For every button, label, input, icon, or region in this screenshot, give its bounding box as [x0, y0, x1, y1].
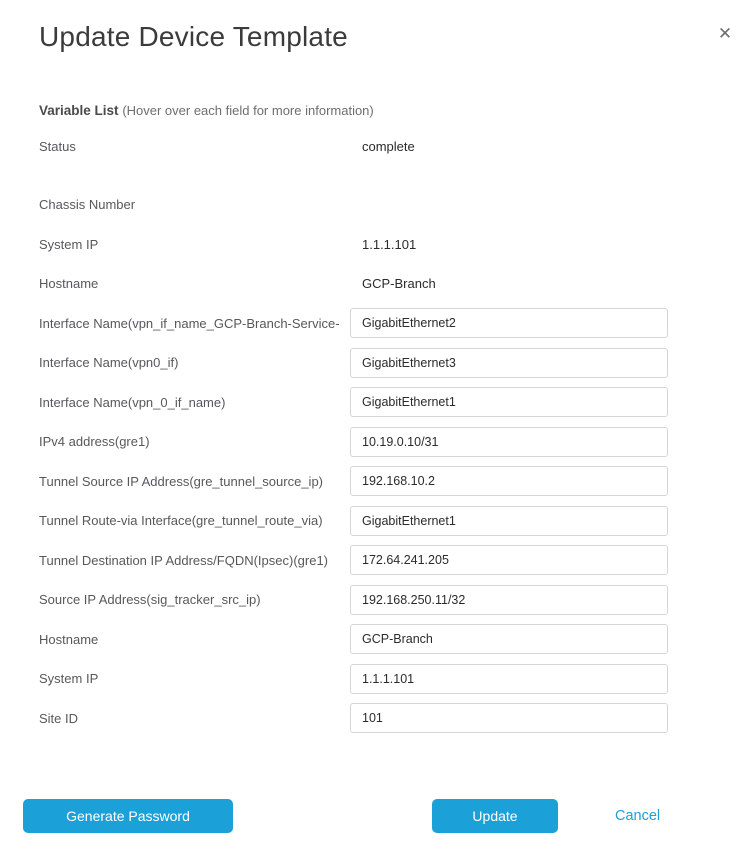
footer-actions: [0, 799, 752, 833]
field-input[interactable]: [350, 466, 668, 496]
update-device-template-modal: [0, 20, 752, 865]
variable-list-heading: Variable List: [39, 103, 119, 118]
cancel-button[interactable]: Cancel: [615, 808, 661, 824]
field-value: GCP-Branch: [362, 276, 436, 292]
static-field-row: [39, 127, 668, 167]
field-input[interactable]: [350, 624, 668, 654]
static-field-row: [39, 264, 668, 304]
input-field-row: [39, 541, 668, 581]
static-field-row: [39, 185, 668, 225]
input-field-row: [39, 699, 668, 739]
field-input[interactable]: [350, 506, 668, 536]
field-input[interactable]: [350, 387, 668, 417]
input-field-row: [39, 462, 668, 502]
field-input[interactable]: [350, 585, 668, 615]
field-label: Tunnel Source IP Address(gre_tunnel_source_ip): [39, 473, 324, 489]
input-field-row: [39, 304, 668, 344]
update-button[interactable]: Update: [432, 799, 558, 833]
field-input[interactable]: [350, 664, 668, 694]
input-field-row: [39, 343, 668, 383]
field-input[interactable]: [350, 545, 668, 575]
static-field-row: [39, 225, 668, 265]
variable-list-rows: [39, 127, 668, 738]
field-label: Status: [39, 139, 76, 155]
field-label: Hostname: [39, 276, 99, 292]
field-label: Hostname: [39, 631, 99, 647]
input-field-row: [39, 659, 668, 699]
field-input[interactable]: [350, 427, 668, 457]
field-label: System IP: [39, 671, 99, 687]
field-label: Tunnel Route-via Interface(gre_tunnel_route_via): [39, 513, 323, 529]
field-value: complete: [362, 139, 415, 155]
field-label: Tunnel Destination IP Address/FQDN(Ipsec)(gre1): [39, 552, 329, 568]
field-value: 1.1.1.101: [362, 236, 417, 252]
field-label: Interface Name(vpn_if_name_GCP-Branch-Service-: [39, 315, 340, 331]
field-label: Interface Name(vpn0_if): [39, 355, 179, 371]
field-label: Site ID: [39, 710, 79, 726]
input-field-row: [39, 580, 668, 620]
field-input[interactable]: [350, 703, 668, 733]
field-input[interactable]: [350, 308, 668, 338]
close-icon[interactable]: ✕: [717, 24, 733, 43]
input-field-row: [39, 620, 668, 660]
generate-password-button[interactable]: Generate Password: [23, 799, 233, 833]
input-field-row: [39, 501, 668, 541]
field-label: System IP: [39, 236, 99, 252]
field-input[interactable]: [350, 348, 668, 378]
field-label: Source IP Address(sig_tracker_src_ip): [39, 592, 261, 608]
input-field-row: [39, 422, 668, 462]
input-field-row: [39, 383, 668, 423]
field-label: Interface Name(vpn_0_if_name): [39, 394, 226, 410]
field-label: Chassis Number: [39, 197, 136, 213]
field-label: IPv4 address(gre1): [39, 434, 150, 450]
variable-list-hint: (Hover over each field for more information): [122, 103, 374, 118]
page-title: Update Device Template: [39, 21, 348, 52]
variable-list-section-header: [39, 103, 752, 119]
